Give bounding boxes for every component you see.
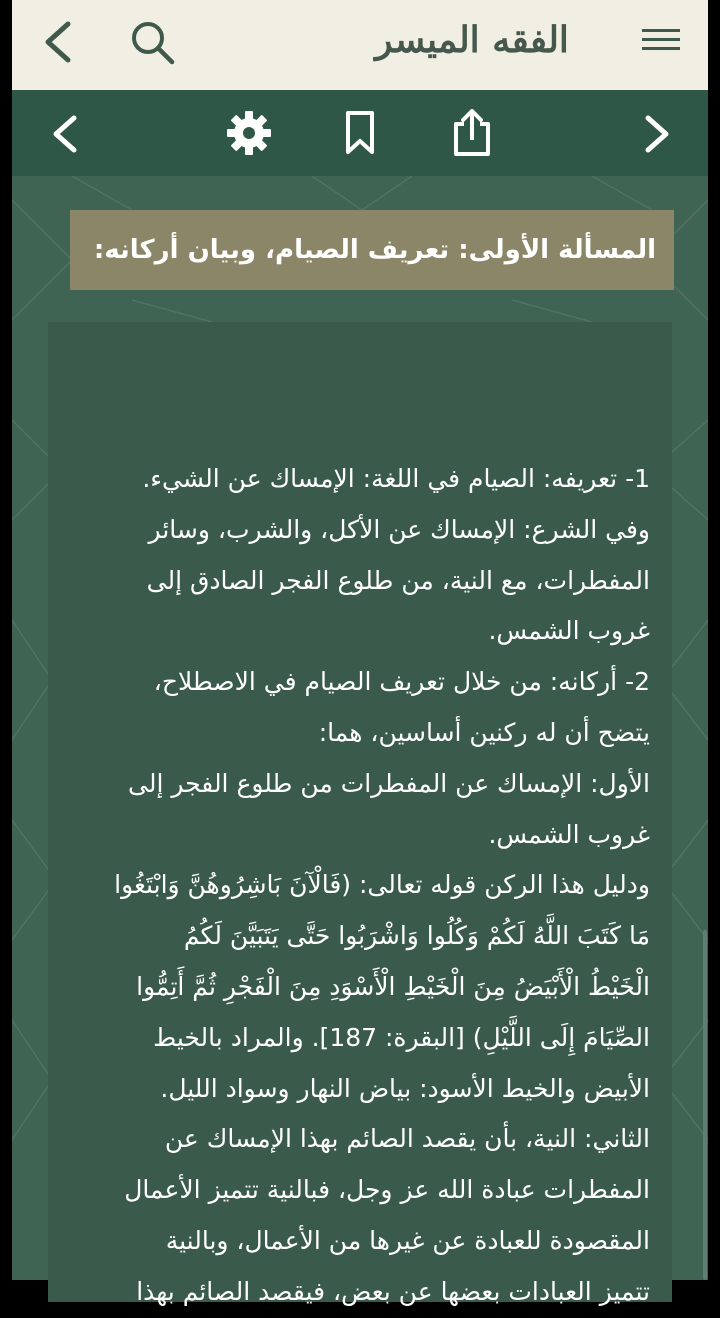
content-line: غروب الشمس. [488,819,650,849]
content-line: 1- تعريفه: الصيام في اللغة: الإمساك عن الشيء. [142,464,650,493]
previous-page-icon[interactable] [46,112,82,156]
content-line: ودليل هذا الركن قوله تعالى: (فَالْآنَ بَاشِرُوهُنَّ وَابْتَغُوا [114,870,650,900]
content-line: غروب الشمس. [488,616,650,646]
content-line: الأبيض والخيط الأسود: بياض النهار وسواد الليل. [160,1073,650,1103]
content-line: الثاني: النية، بأن يقصد الصائم بهذا الإمساك عن [164,1124,650,1154]
gear-icon[interactable] [226,110,272,156]
section-heading-box [70,210,674,290]
content-line: الصِّيَامَ إِلَى اللَّيْلِ) [البقرة: 187]. والمراد بالخيط [153,1022,650,1052]
content-line: المقصودة للعبادة عن غيرها من الأعمال، وبالنية [165,1225,650,1255]
content-line: المفطرات، مع النية، من طلوع الفجر الصادق إلى [146,565,650,595]
top-app-bar [12,0,708,90]
bookmark-icon[interactable] [344,110,376,156]
app-title: الفقه الميسر [375,19,569,61]
content-line: تتميز العبادات بعضها عن بعض، فيقصد الصائم بهذا [136,1276,650,1306]
content-line: وفي الشرع: الإمساك عن الأكل، والشرب، وسائر [148,514,650,544]
content-line: الأول: الإمساك عن المفطرات من طلوع الفجر إلى [128,768,650,798]
content-line: المفطرات عبادة الله عز وجل، فبالنية تتميز الأعمال [124,1175,650,1205]
reader-toolbar [12,90,708,176]
app-frame [12,0,708,1306]
next-page-icon[interactable] [640,112,676,156]
content-line: يتضح أن له ركنين أساسين، هما: [318,717,650,747]
content-line: الْخَيْطُ الْأَبْيَضُ مِنَ الْخَيْطِ الْأَسْوَدِ مِنَ الْفَجْرِ ثُمَّ أَتِمُّوا [136,971,650,1001]
content-line: مَا كَتَبَ اللَّهُ لَكُمْ وَكُلُوا وَاشْرَبُوا حَتَّى يَتَبَيَّنَ لَكُمُ [183,921,650,951]
back-icon[interactable] [38,18,78,66]
section-heading: المسألة الأولى: تعريف الصيام، وبيان أركانه: [93,235,656,265]
hamburger-menu-icon[interactable] [640,24,682,56]
content-text [60,454,650,1318]
share-icon[interactable] [452,108,492,158]
search-icon[interactable] [128,18,176,66]
scrollbar[interactable] [703,930,707,1280]
content-line: 2- أركانه: من خلال تعريف الصيام في الاصطلاح، [153,667,650,697]
content-panel [48,322,672,1306]
